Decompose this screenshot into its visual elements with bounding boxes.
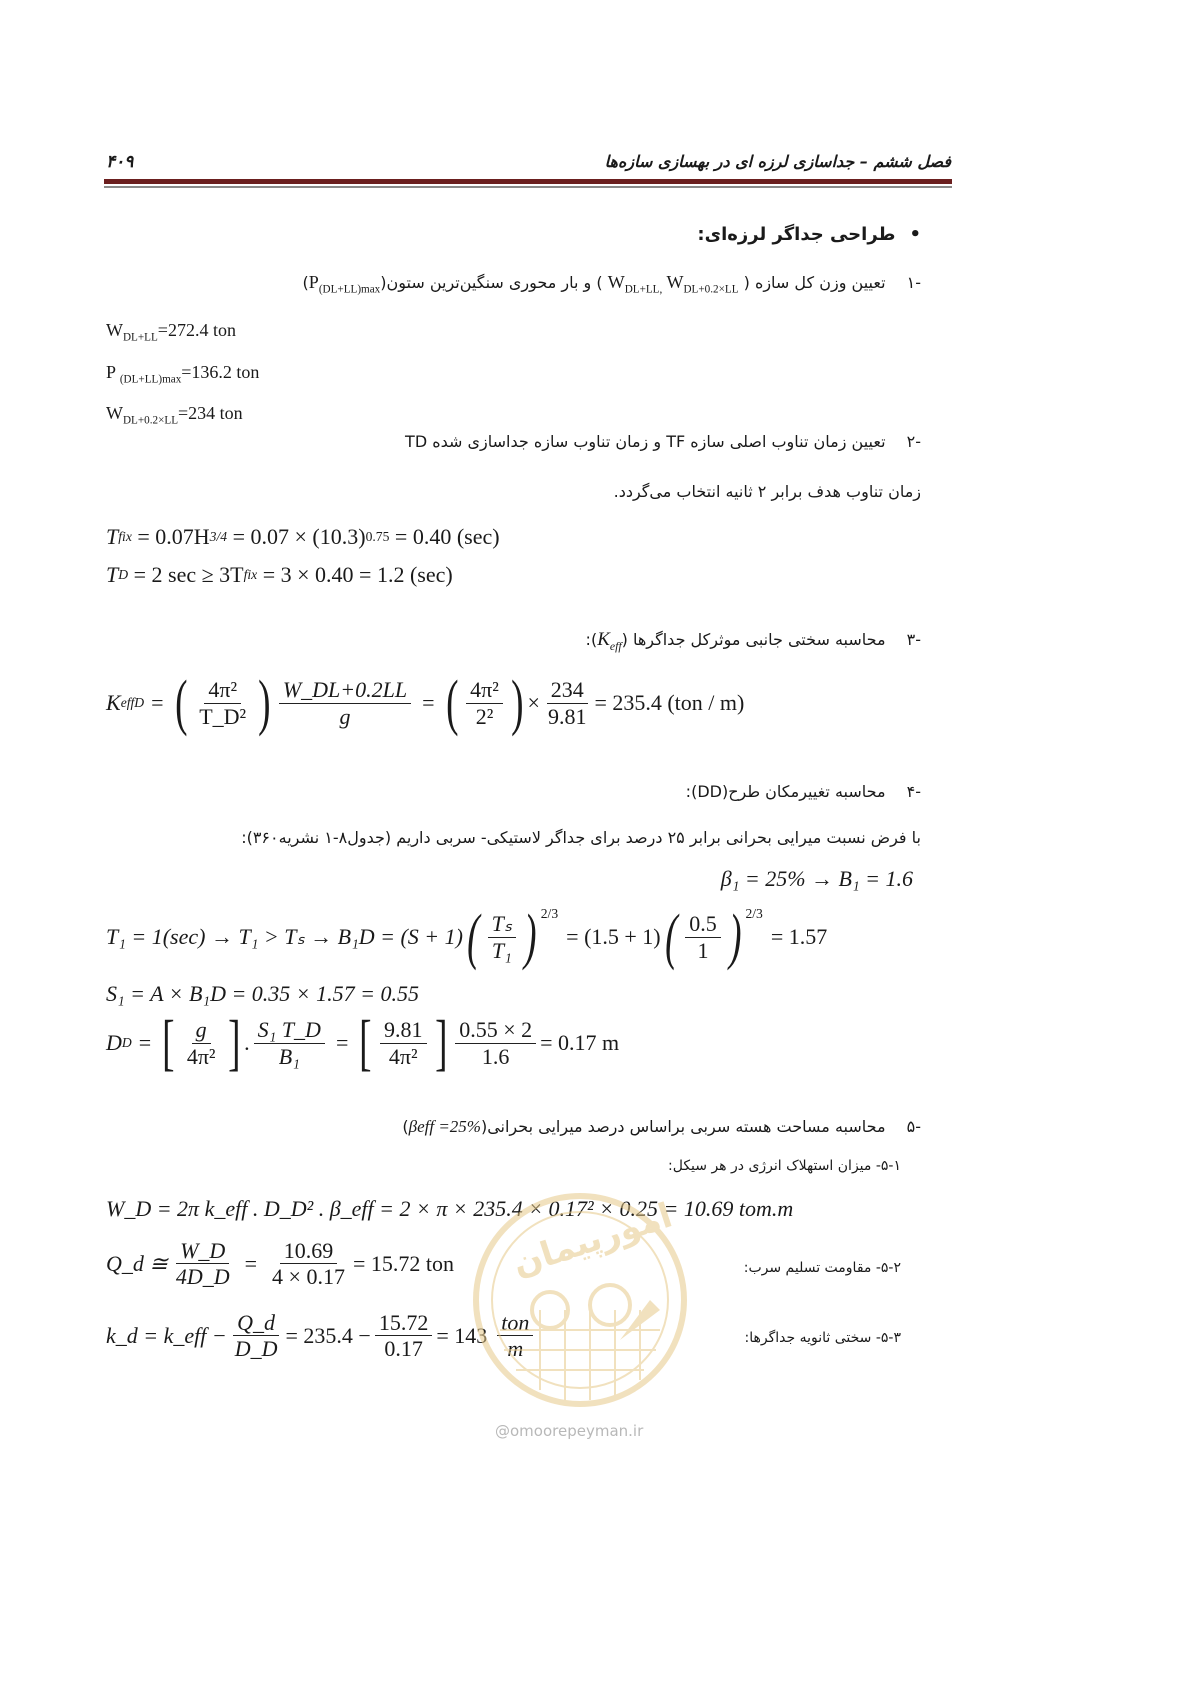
equation-qd: Q_d ≅ $\frac{W\_D}{4D\_D}$ = $\frac{10.69}{4 \times 0.17}$ = 15.72 ton: [106, 1238, 454, 1290]
watermark-url: @omoorepeyman.ir: [495, 1422, 644, 1440]
step-4-text: محاسبه تغییرمکان طرح(DD):: [685, 782, 886, 801]
step-5-line: -۵ محاسبه مساحت هسته سربی براساس درصد میرایی بحرانی(βeff =25%): [402, 1117, 921, 1136]
step-3-k-symbol: $K_{eff}$: [597, 629, 622, 653]
header-rule-light: [104, 186, 952, 188]
equation-t-d: T D = 2 sec ≥ 3T fix = 3 × 0.40 = 1.2 (sec): [106, 562, 453, 587]
step-1-text-a: تعیین وزن کل سازه (: [743, 273, 886, 292]
step-2-text: تعیین زمان تناوب اصلی سازه TF و زمان تناوب سازه جداسازی شده TD: [405, 432, 886, 451]
step-2-line: [405, 432, 921, 451]
equation-s1: S₁ = A × B₁D = 0.35 × 1.57 = 0.55: [106, 981, 419, 1006]
equation-b1d: T₁ = 1(sec) → T₁ > Tₛ → B₁D = (S + 1) ( $\frac{\text{Tₛ}}{\text{T₁}}$ ) $^{2/3}$ = (1.5 + 1) ( $\frac{0.5}{1}$ ) $^{2/3}$ = 1.57: [106, 903, 828, 971]
page-number: ۴۰۹: [106, 152, 134, 172]
section-heading: [697, 224, 921, 245]
step-3-number: -۳: [906, 630, 921, 649]
step-1-text-b: ) و بار محوری سنگین‌ترین ستون(: [380, 273, 603, 292]
step-5-text: محاسبه مساحت هسته سربی براساس درصد میرایی بحرانی(: [480, 1117, 886, 1136]
step-4-assumption: با فرض نسبت میرایی بحرانی برابر ۲۵ درصد برای جداگر لاستیکی- سربی داریم (جدول۸-۱ نشریه۳۶۰):: [241, 828, 921, 847]
equation-wd: W_D = 2π k_eff . D_D² . β_eff = 2 × π × 235.4 × 0.17² × 0.25 = 10.69 tom.m: [106, 1196, 794, 1221]
step-2-number: -۲: [906, 432, 921, 451]
value-row-w-dl-ll: $W_{DL+LL}=272.4$ ton: [106, 320, 236, 344]
step-1-line: -۱ تعیین وزن کل سازه ( $W_{DL+LL,}$ $W_{DL+0.2\times LL}$ ) و بار محوری سنگین‌ترین $ستون(P_{(DL+LL)max})$: [302, 272, 921, 296]
chapter-title: فصل ششم – جداسازی لرزه ای در بهسازی سازه‌ها: [604, 152, 951, 171]
step-1-p: $P_{(DL+LL)max}$: [308, 272, 381, 296]
step-4-line: [686, 782, 921, 801]
watermark-logo: [470, 1190, 690, 1410]
step-5-2-label: ۵-۲- مقاومت تسلیم سرب:: [743, 1260, 901, 1276]
step-5-beta: βeff =25%: [408, 1117, 481, 1136]
bullet-icon: •: [909, 224, 921, 245]
step-3-line: -۳ محاسبه سختی جانبی موثرکل جداگرها $(K_{eff})$:: [585, 629, 921, 653]
header-rule-dark: [104, 179, 952, 184]
step-5-1-label: ۵-۱- میزان استهلاک انرژی در هر سیکل:: [668, 1158, 901, 1174]
step-3-text: محاسبه سختی جانبی موثرکل جداگرها (: [621, 630, 886, 649]
equation-kd: k_d = k_eff − $\frac{Q\_d}{D\_D}$ = 235.4 − $\frac{15.72}{0.17}$ = 143 $\frac{\text{ton}}{m}$: [106, 1310, 537, 1362]
step-2-sentence: زمان تناوب هدف برابر ۲ ثانیه انتخاب می‌گردد.: [613, 482, 921, 501]
step-5-3-label: ۵-۳- سختی ثانویه جداگرها:: [744, 1330, 901, 1346]
value-list: [106, 313, 259, 438]
beta-equation: β₁ = 25% → B₁ = 1.6: [720, 866, 913, 891]
step-5-number: -۵: [906, 1117, 921, 1136]
step-1-weights: $W_{DL+LL,}$ $W_{DL+0.2\times LL}$: [607, 272, 739, 296]
value-row-p-max: P $_{(DL+LL)max}$=136.2 ton: [106, 361, 260, 386]
watermark-logo-text: امورپیمان: [507, 1195, 677, 1285]
section-title: طراحی جداگر لرزه‌ای:: [697, 224, 896, 245]
step-1-number: -۱: [906, 273, 921, 292]
equation-dd: D D = [ $\frac{g}{\text{4π²}}$ ] . $\frac{\text{S₁ T\_D}}{\text{B₁}}$ = [ $\frac{9.81}{\text{4π²}}$ ] $\frac{0.55 \times 2}{1.6}$ = 0.17 m: [106, 1009, 620, 1077]
equation-k-effd: K effD = ( $\frac{\text{4π²}}{\text{T\_D²}}$ ) $\frac{W\_DL+0.2LL}{g}$ = ( $\frac{\text{4π²}}{\text{2²}}$ ) × $\frac{234}{9.81}$ = 235.4 (ton / m): [106, 669, 745, 737]
step-4-number: -۴: [906, 782, 921, 801]
value-row-w-dl-02ll: $W_{DL+0.2\times LL}=234$ ton: [106, 403, 243, 427]
equation-t-fix: T fix = 0.07H 3/4 = 0.07 × (10.3) 0.75 = 0.40 (sec): [106, 524, 500, 549]
